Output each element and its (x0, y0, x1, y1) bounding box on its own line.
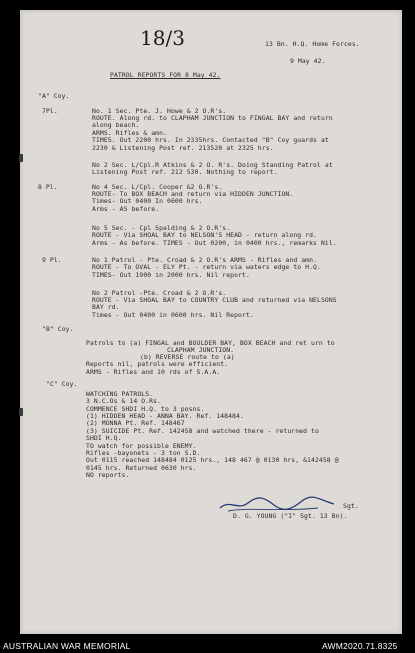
c-coy-heading: "C" Coy. (46, 380, 78, 388)
report-line: TIMES- Out 1900 in 2000 hrs. Nil report. (92, 271, 250, 279)
report-line: Reports nil, patrols were efficient. (86, 360, 229, 368)
footer-institution: AUSTRALIAN WAR MEMORIAL (3, 641, 131, 651)
report-line: Out 0115 reached 148484 0125 hrs., 148 467 @ 0130 hrs, &142458 @ (86, 456, 339, 464)
footer-accession-number: AWM2020.71.8325 (322, 641, 398, 651)
report-line: COMMENCE SHDI H.Q. to 3 posns. (86, 405, 205, 413)
report-line: No 5 Sec. - Cpl Spalding & 2 O.R's. (92, 224, 231, 232)
report-line: No 2 Sec. L/Cpl.R Atkins & 2 O. R's. Doing Standing Patrol at (92, 161, 333, 169)
report-line: ROUTE - Via SHOAL BAY to COUNTRY CLUB and returned via NELSONS (92, 296, 337, 304)
report-line: along beach. (92, 121, 140, 129)
report-line: Times - Out 0400 in 0600 hrs. Nil Report. (92, 311, 254, 319)
report-line: ARMS. Rifles & amn. (92, 129, 168, 137)
report-line: (2) MONNA Pt. Ref. 148467 (86, 419, 185, 427)
report-line: Rifles -bayonets - 3 ton S.D. (86, 449, 201, 457)
report-line: Patrols to (a) FINGAL and BOULDER BAY, BOX BEACH and ret urn to (86, 339, 335, 347)
report-title: PATROL REPORTS FOR 8 May 42. (110, 71, 221, 79)
report-line: 3 N.C.Os & 14 O.Rs. (86, 397, 162, 405)
binding-hole (19, 408, 23, 416)
report-line: No 4 Sec. L/Cpl. Cooper &2 O.R's. (92, 183, 223, 191)
binding-hole (19, 154, 23, 162)
platoon-8-label: 8 Pl. (38, 183, 58, 191)
report-date: 9 May 42. (290, 57, 326, 65)
report-line: Arms - As before. TIMES - Out 0200, in 0400 hrs., remarks Nil. (92, 239, 337, 247)
report-line: Times- Out 0400 In 0600 hrs. (92, 197, 203, 205)
report-line: ROUTE - Via SHOAL BAY to NELSON'S HEAD - return along rd. (92, 231, 318, 239)
unit-header: 13 Bn. H.Q. Home Forces. (265, 40, 360, 48)
report-line: CLAPHAM JUNCTION. (167, 346, 235, 354)
report-line: TIMES. Out 2200 hrs. In 2335hrs. Contacted "B" Coy guards at (92, 136, 329, 144)
report-line: ARMS - Rifles and 10 rds of S.A.A. (86, 368, 221, 376)
platoon-7-label: 7Pl. (42, 107, 58, 115)
report-line: (3) SUICIDE Pt. Ref. 142458 and watched there - returned to (86, 427, 319, 435)
report-line: NO reports. (86, 471, 130, 479)
report-line: 0145 hrs. Returned 0630 hrs. (86, 464, 197, 472)
report-line: TO watch for possible ENEMY. (86, 442, 197, 450)
signatory-name: D. G. YOUNG ("I" Sgt. 13 Bn). (233, 512, 348, 520)
report-line: 2230 & Listening Post ref. 213520 at 2325 hrs. (92, 144, 274, 152)
report-line: (b) REVERSE route to (a) (140, 353, 235, 361)
b-coy-heading: "B" Coy. (42, 325, 74, 333)
document-page (20, 10, 402, 634)
a-coy-heading: "A" Coy. (38, 92, 70, 100)
signature-rank: Sgt. (343, 502, 359, 510)
report-line: (1) HIDDEN HEAD - ANNA BAY. Ref. 148484. (86, 412, 244, 420)
report-line: BAY rd. (92, 303, 120, 311)
report-line: No 2 Patrol -Pte. Croad & 2 O.R's. (92, 289, 227, 297)
platoon-9-label: 9 Pl. (42, 256, 62, 264)
report-line: No. 1 Sec. Pte. J. Howe & 2 O.R's. (92, 107, 227, 115)
report-line: ROUTE- To BOX BEACH and return via HIDDEN JUNCTION. (92, 190, 294, 198)
report-line: ROUTE - To OVAL - ELY Pt. - return via waters edge to H.Q. (92, 263, 321, 271)
handwritten-reference: 18/3 (140, 26, 185, 50)
report-line: Listening Post ref. 212 530. Nothing to report. (92, 168, 278, 176)
report-line: No 1 Patrol - Pte. Croad & 2 O.R's ARMS - Rifles and amn. (92, 256, 318, 264)
report-line: SHDI H.Q. (86, 434, 122, 442)
report-line: ROUTE. Along rd. to CLAPHAM JUNCTION to FINGAL BAY and return (92, 114, 333, 122)
report-line: WATCHING PATROLS. (86, 390, 154, 398)
report-line: Arms - AS before. (92, 205, 160, 213)
